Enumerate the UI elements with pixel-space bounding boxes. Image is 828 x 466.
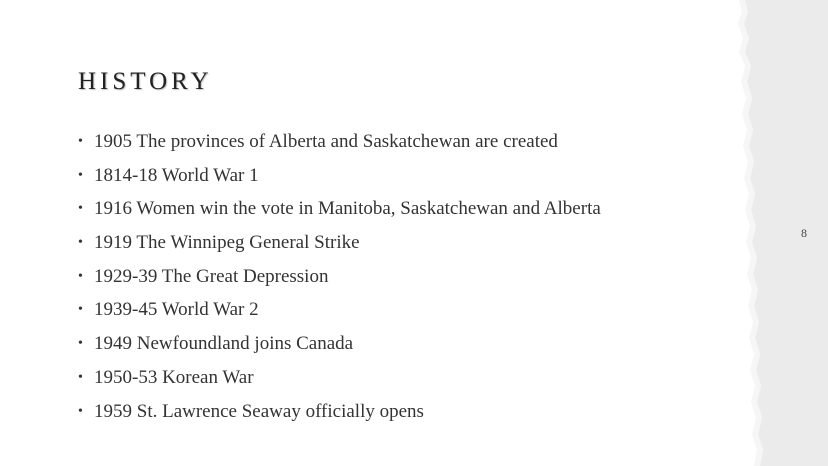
bullet-text: 1905 The provinces of Alberta and Saskatchewan are created xyxy=(94,131,558,152)
slide-title: HISTORY xyxy=(78,68,213,95)
bullet-text: 1916 Women win the vote in Manitoba, Saskatchewan and Alberta xyxy=(94,198,601,220)
bullet-text: 1939-45 World War 2 xyxy=(94,299,259,321)
bullet-text: 1950-53 Korean War xyxy=(94,366,254,388)
bullet-list xyxy=(78,125,601,428)
bullet-dot-icon: • xyxy=(78,134,83,149)
bullet-text: 1929-39 The Great Depression xyxy=(94,265,329,287)
bullet-item xyxy=(78,125,601,159)
bullet-item xyxy=(78,395,601,429)
bullet-dot-icon: • xyxy=(78,235,83,251)
page-number: 8 xyxy=(801,226,807,240)
bullet-item xyxy=(78,327,601,361)
bullet-item xyxy=(78,226,601,260)
bullet-item xyxy=(78,293,601,327)
bullet-dot-icon: • xyxy=(78,403,83,419)
bullet-dot-icon: • xyxy=(78,336,83,352)
bullet-dot-icon: • xyxy=(78,369,83,385)
bullet-text: 1959 St. Lawrence Seaway officially opens xyxy=(94,400,424,422)
bullet-item xyxy=(78,159,601,193)
bullet-dot-icon: • xyxy=(78,268,83,284)
bullet-text: 1949 Newfoundland joins Canada xyxy=(94,333,354,355)
bullet-dot-icon: • xyxy=(78,201,83,217)
bullet-item xyxy=(78,361,601,395)
bullet-dot-icon: • xyxy=(78,302,83,318)
bullet-item xyxy=(78,260,601,294)
bullet-item xyxy=(78,192,601,226)
bullet-text: 1814-18 World War 1 xyxy=(94,164,259,186)
bullet-text: 1919 The Winnipeg General Strike xyxy=(94,232,360,254)
bullet-dot-icon: • xyxy=(78,167,83,183)
